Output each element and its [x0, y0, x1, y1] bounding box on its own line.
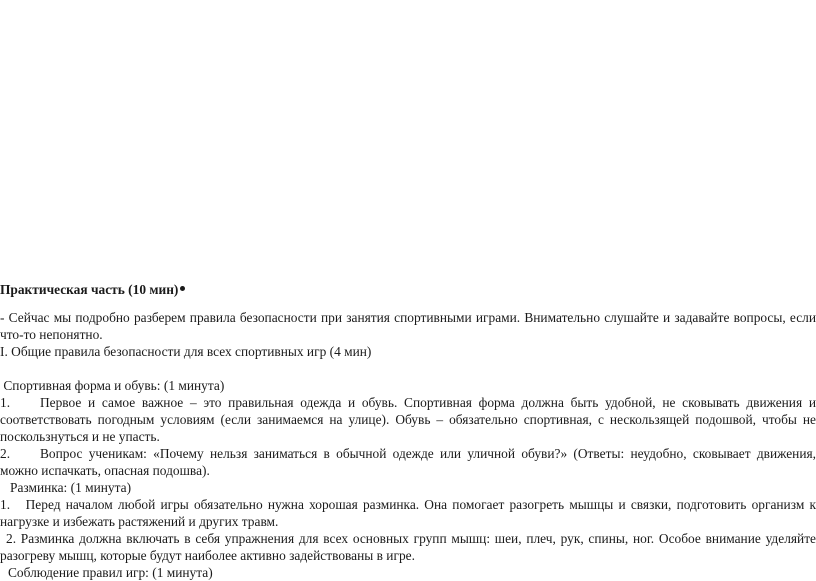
list-text: Вопрос ученикам: «Почему нельзя заниматься в обычной одежде или уличной обуви?» (Ответы: неудобно, сковывает движения, можно испачкать, опасная подошва). [0, 446, 816, 478]
section-title [0, 281, 185, 298]
subsection-title: I. Общие правила безопасности для всех спортивных игр (4 мин) [0, 344, 372, 359]
section-title-text: Практическая часть (10 мин) [0, 282, 179, 297]
warmup-item-2: 2. Разминка должна включать в себя упражнения для всех основных групп мышц: шеи, плеч, рук, спины, ног. Особое внимание уделяйте разогреву мышц, которые будут наиболее активно задействованы в игре. [0, 531, 816, 563]
list-number: 2. [0, 446, 11, 461]
sport-form-item-2 [0, 445, 816, 479]
list-number: 1. [0, 395, 11, 410]
sport-form-heading: Спортивная форма и обувь: (1 минута) [0, 378, 225, 393]
list-text: Первое и самое важное – это правильная одежда и обувь. Спортивная форма должна быть удобной, не сковывать движения и соответствовать погодным условиям (если занимаемся на улице). Обувь – обязательно спортивная, с нескользящей подошвой, чтобы не поскользнуться и не упасть. [0, 395, 816, 444]
sport-form-item-1 [0, 394, 816, 445]
bullet-icon [180, 286, 185, 291]
intro-paragraph: - Сейчас мы подробно разберем правила безопасности при занятия спортивными играми. Внимательно слушайте и задавайте вопросы, если что-то непонятно. [0, 310, 816, 342]
warmup-heading: Разминка: (1 минута) [10, 480, 132, 495]
rules-heading: Соблюдение правил игр: (1 минута) [8, 565, 213, 580]
warmup-item-1: 1. Перед началом любой игры обязательно нужна хорошая разминка. Она помогает разогреть мышцы и связки, подготовить организм к нагрузке и избежать растяжений и других травм. [0, 497, 816, 529]
